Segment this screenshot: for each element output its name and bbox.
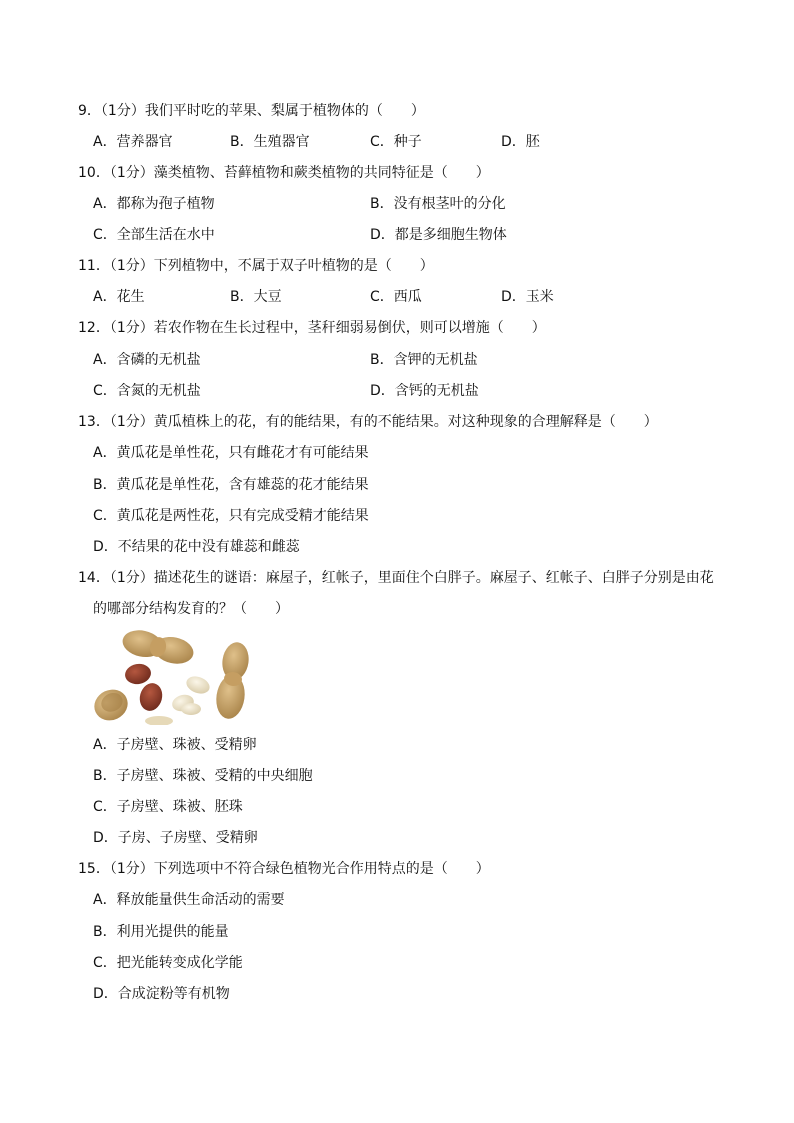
q14-option-b: B．子房壁、珠被、受精的中央细胞	[93, 768, 313, 784]
q13-option-c: C．黄瓜花是两性花，只有完成受精才能结果	[93, 508, 369, 524]
peanut-shell-right	[214, 640, 250, 720]
q14-option-c: C．子房壁、珠被、胚珠	[93, 799, 243, 815]
q11-option-c: C．西瓜	[370, 289, 422, 305]
q11-option-d: D．玉米	[501, 289, 554, 305]
q12-option-a: A．含磷的无机盐	[93, 352, 201, 368]
question-14-stem: 14．（1分）描述花生的谜语：麻屋子，红帐子，里面住个白胖子。麻屋子、红帐子、白胖子分别是由花	[78, 570, 714, 586]
q11-option-a: A．花生	[93, 289, 145, 305]
q10-option-c: C．全部生活在水中	[93, 227, 215, 243]
q14-option-d: D．子房、子房壁、受精卵	[93, 830, 258, 846]
q15-option-d: D．合成淀粉等有机物	[93, 986, 230, 1002]
q15-option-a: A．释放能量供生命活动的需要	[93, 892, 285, 908]
q13-option-d: D．不结果的花中没有雄蕊和雌蕊	[93, 539, 300, 555]
question-14-stem-continued: 的哪部分结构发育的？（ ）	[93, 601, 289, 617]
question-13-stem: 13．（1分）黄瓜植株上的花，有的能结果，有的不能结果。对这种现象的合理解释是（ ）	[78, 414, 658, 430]
question-11-stem: 11．（1分）下列植物中，不属于双子叶植物的是（ ）	[78, 258, 434, 274]
q12-option-d: D．含钙的无机盐	[370, 383, 479, 399]
q10-option-b: B．没有根茎叶的分化	[370, 196, 506, 212]
question-10-stem: 10．（1分）藻类植物、苔藓植物和蕨类植物的共同特征是（ ）	[78, 165, 490, 181]
q13-option-a: A．黄瓜花是单性花，只有雌花才有可能结果	[93, 445, 369, 461]
q11-option-b: B．大豆	[230, 289, 282, 305]
q14-option-a: A．子房壁、珠被、受精卵	[93, 737, 257, 753]
q9-option-a: A．营养器官	[93, 134, 173, 150]
question-9-stem: 9．（1分）我们平时吃的苹果、梨属于植物体的（ ）	[78, 103, 425, 119]
peanut-half-shell-left	[93, 684, 133, 725]
question-12-stem: 12．（1分）若农作物在生长过程中，茎秆细弱易倒伏，则可以增施（ ）	[78, 320, 546, 336]
q9-option-d: D．胚	[501, 134, 540, 150]
peanut-red-kernel	[123, 662, 152, 686]
q12-option-c: C．含氮的无机盐	[93, 383, 201, 399]
peanut-shell-top	[120, 627, 196, 667]
q13-option-b: B．黄瓜花是单性花，含有雄蕊的花才能结果	[93, 477, 369, 493]
q15-option-b: B．利用光提供的能量	[93, 924, 229, 940]
peanut-red-kernel-2	[137, 681, 165, 714]
peanut-image	[93, 627, 250, 725]
q10-option-a: A．都称为孢子植物	[93, 196, 215, 212]
q15-option-c: C．把光能转变成化学能	[93, 955, 243, 971]
q9-option-c: C．种子	[370, 134, 422, 150]
q9-option-b: B．生殖器官	[230, 134, 310, 150]
question-15-stem: 15．（1分）下列选项中不符合绿色植物光合作用特点的是（ ）	[78, 861, 490, 877]
q10-option-d: D．都是多细胞生物体	[370, 227, 507, 243]
q12-option-b: B．含钾的无机盐	[370, 352, 478, 368]
peanut-white-kernel	[184, 673, 212, 696]
